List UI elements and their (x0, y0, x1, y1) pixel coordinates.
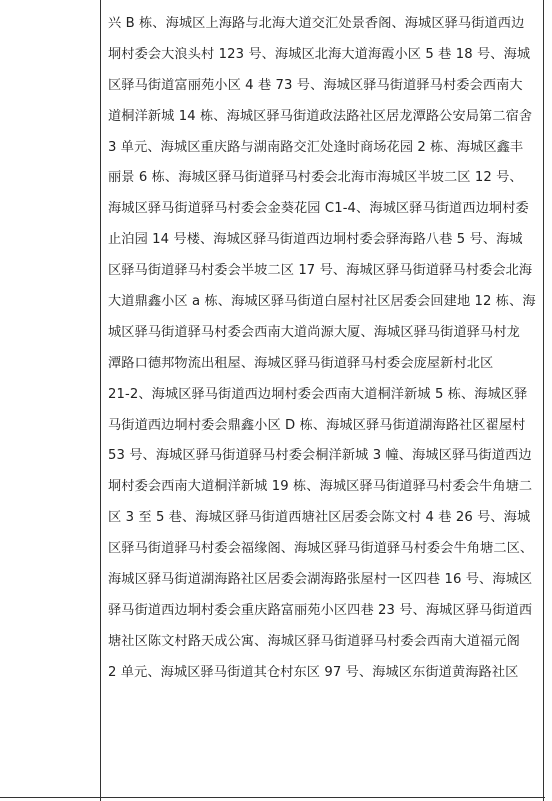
text-line: 兴 B 栋、海城区上海路与北海大道交汇处景香阁、海城区驿马街道西边 (108, 16, 525, 31)
text-line: 潭路口德邦物流出租屋、海城区驿马街道驿马村委会庞屋新村北区 (108, 355, 494, 371)
text-line: 2 单元、海城区驿马街道其仓村东区 97 号、海城区东街道黄海路社区 (108, 664, 519, 680)
text-line: 3 单元、海城区重庆路与湖南路交汇处逢时商场花园 2 栋、海城区鑫丰 (108, 139, 524, 155)
text-line: 53 号、海城区驿马街道驿马村委会桐洋新城 3 幢、海城区驿马街道西边 (108, 448, 532, 464)
table-left-cell (0, 0, 101, 801)
text-line: 垌村委会大浪头村 123 号、海城区北海大道海霞小区 5 巷 18 号、海城 (108, 46, 531, 62)
text-line: 道桐洋新城 14 栋、海城区驿马街道政法路社区居龙潭路公安局第二宿舍 (108, 108, 533, 124)
text-line: 丽景 6 栋、海城区驿马街道驿马村委会北海市海城区半坡二区 12 号、 (108, 170, 523, 186)
text-line: 区驿马街道驿马村委会半坡二区 17 号、海城区驿马街道驿马村委会北海 (108, 263, 533, 279)
text-line: 马街道西边垌村委会鼎鑫小区 D 栋、海城区驿马街道湖海路社区翟屋村 (108, 417, 526, 433)
text-line: 区 3 至 5 巷、海城区驿马街道西塘社区居委会陈文村 4 巷 26 号、海城 (108, 510, 531, 526)
text-line: 区驿马街道驿马村委会福缘阁、海城区驿马街道驿马村委会牛角塘二区、 (108, 541, 534, 557)
text-line: 海城区驿马街道湖海路社区居委会湖海路张屋村一区四巷 16 号、海城区 (108, 572, 533, 588)
text-line: 大道鼎鑫小区 a 栋、海城区驿马街道白屋村社区居委会回建地 12 栋、海 (108, 294, 536, 310)
text-line: 21-2、海城区驿马街道西边垌村委会西南大道桐洋新城 5 栋、海城区驿 (108, 386, 528, 402)
text-line: 止泊园 14 号楼、海城区驿马街道西边垌村委会驿海路八巷 5 号、海城 (108, 232, 523, 248)
text-line: 驿马街道西边垌村委会重庆路富丽苑小区四巷 23 号、海城区驿马街道西 (108, 602, 533, 618)
text-line: 城区驿马街道驿马村委会西南大道尚源大厦、海城区驿马街道驿马村龙 (108, 324, 520, 340)
address-text-block (108, 9, 540, 689)
table-bottom-border (0, 797, 545, 798)
text-line: 垌村委会西南大道桐洋新城 19 栋、海城区驿马街道驿马村委会牛角塘二 (108, 479, 533, 495)
text-line: 区驿马街道富丽苑小区 4 巷 73 号、海城区驿马街道驿马村委会西南大 (108, 77, 523, 93)
text-line: 塘社区陈文村路天成公寓、海城区驿马街道驿马村委会西南大道福元阁 (108, 633, 520, 649)
text-line: 海城区驿马街道驿马村委会金葵花园 C1-4、海城区驿马街道西边垌村委 (108, 201, 529, 217)
